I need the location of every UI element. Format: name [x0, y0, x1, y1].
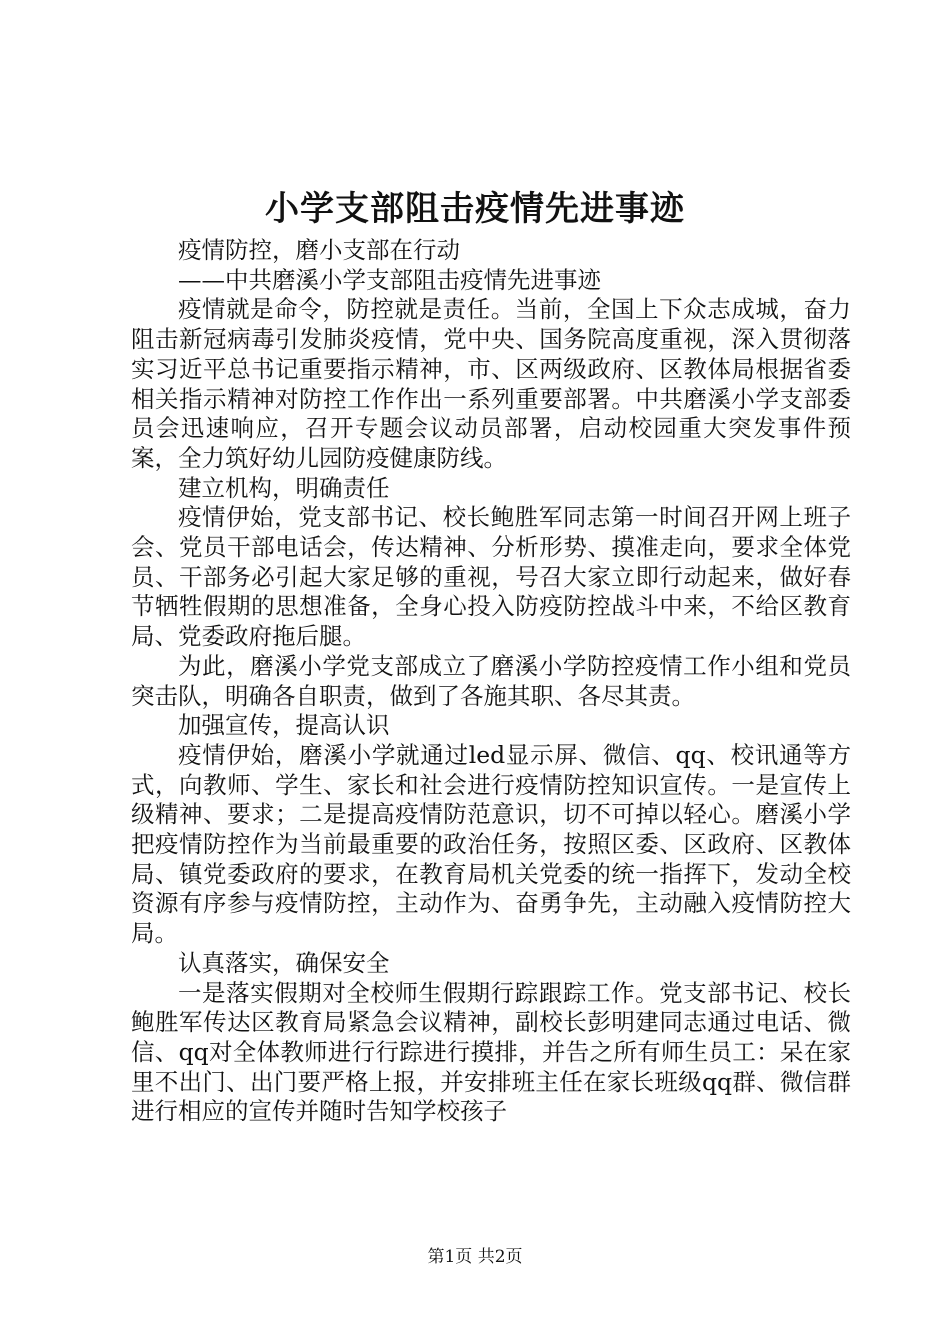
paragraph-publicity: 疫情伊始，磨溪小学就通过led显示屏、微信、qq、校讯通等方式，向教师、学生、家长和社会进行疫情防控知识宣传。一是宣传上级精神、要求；二是提高疫情防范意识，切不可掉以轻心。磨溪小学把疫情防控作为当前最重要的政治任务，按照区委、区政府、区教体局、镇党委政府的要求，在教育局机关党委的统一指挥下，发动全校资源有序参与疫情防控，主动作为、奋勇争先，主动融入疫情防控大局。 [131, 740, 851, 948]
subtitle-dash-line: ——中共磨溪小学支部阻击疫情先进事迹 [178, 265, 601, 294]
document-title: 小学支部阻击疫情先进事迹 [265, 189, 685, 229]
paragraph-intro: 疫情就是命令，防控就是责任。当前，全国上下众志成城，奋力阻击新冠病毒引发肺炎疫情，党中央、国务院高度重视，深入贯彻落实习近平总书记重要指示精神，市、区两级政府、区教体局根据省委相关指示精神对防控工作作出一系列重要部署。中共磨溪小学支部委员会迅速响应，召开专题会议动员部署，启动校园重大突发事件预案，全力筑好幼儿园防疫健康防线。 [131, 295, 851, 472]
document-body [131, 236, 851, 1127]
paragraph-task-force: 为此，磨溪小学党支部成立了磨溪小学防控疫情工作小组和党员突击队，明确各自职责，做到了各施其职、各尽其责。 [131, 651, 851, 710]
section-heading-organization: 建立机构，明确责任 [178, 473, 390, 502]
paragraph-organization: 疫情伊始，党支部书记、校长鲍胜军同志第一时间召开网上班子会、党员干部电话会，传达精神、分析形势、摸准走向，要求全体党员、干部务必引起大家足够的重视，号召大家立即行动起来，做好春节牺牲假期的思想准备，全身心投入防疫防控战斗中来，不给区教育局、党委政府拖后腿。 [131, 503, 851, 651]
paragraph-implementation: 一是落实假期对全校师生假期行踪跟踪工作。党支部书记、校长鲍胜军传达区教育局紧急会议精神，副校长彭明建同志通过电话、微信、qq对全体教师进行行踪进行摸排，并告之所有师生员工：呆在家里不出门、出门要严格上报，并安排班主任在家长班级qq群、微信群进行相应的宣传并随时告知学校孩子 [131, 978, 851, 1126]
section-heading-implementation: 认真落实，确保安全 [178, 948, 390, 977]
page-number-footer: 第1页 共2页 [427, 1247, 523, 1267]
section-heading-publicity: 加强宣传，提高认识 [178, 711, 390, 740]
subtitle-line: 疫情防控，磨小支部在行动 [178, 236, 460, 264]
